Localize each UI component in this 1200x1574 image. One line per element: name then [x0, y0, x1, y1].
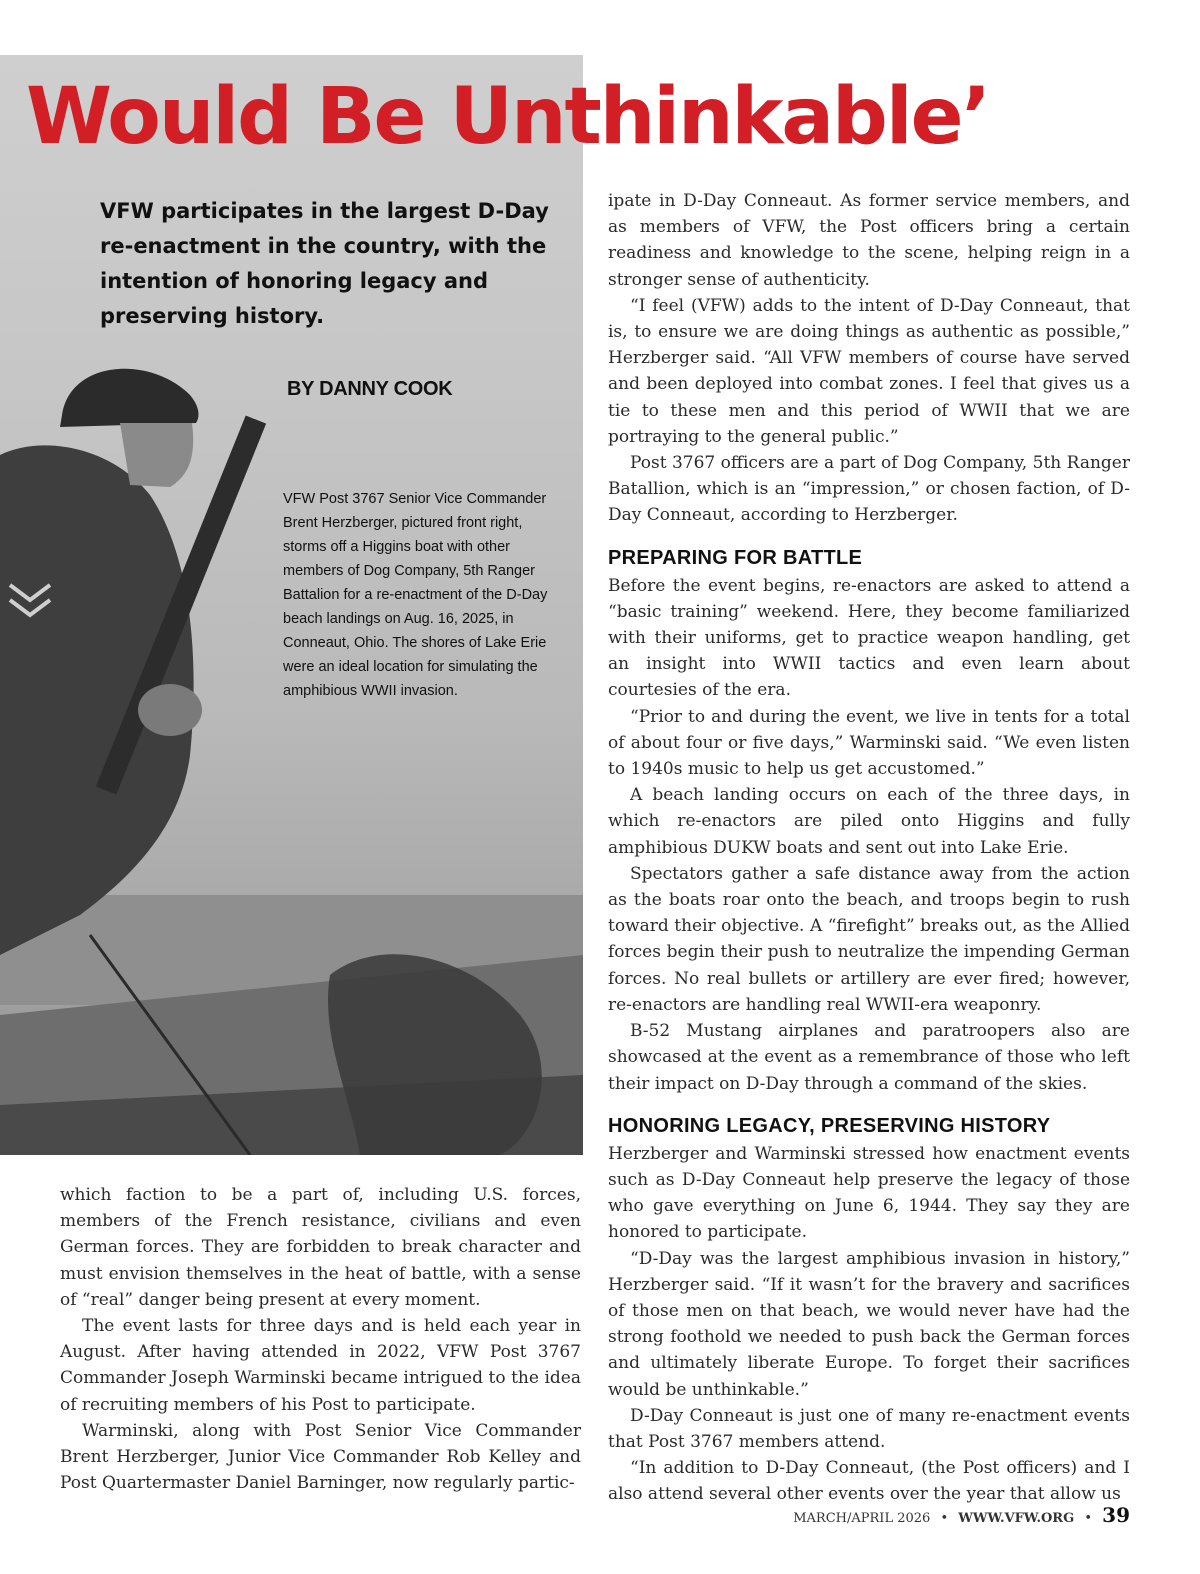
section-heading-honoring: HONORING LEGACY, PRESERVING HISTORY [608, 1114, 1051, 1137]
right-paragraph: “Prior to and during the event, we live in tents for a total of about four or five days,” Warminski said. “We even listen to 1940s music to help us get accustomed.” [608, 706, 1130, 780]
right-paragraph: ipate in D-Day Conneaut. As former service members, and as members of VFW, the Post officers bring a certain readiness and knowledge to the scene, helping reign in a stronger sense of authenticity. [608, 191, 1130, 290]
right-paragraph: B-52 Mustang airplanes and paratroopers also are showcased at the event as a remembrance of those who left their impact on D-Day through a command of the skies. [608, 1021, 1130, 1094]
left-paragraph: Warminski, along with Post Senior Vice Commander Brent Herzberger, Junior Vice Commander Rob Kelley and Post Quartermaster Daniel Barninger, now regularly partic- [60, 1420, 581, 1494]
left-paragraph: which faction to be a part of, including U.S. forces, members of the French resistance, civilians and even German forces. They are forbidden to break character and must envision themselves in the heat of battle, with a sense of “real” danger being present at every moment. [60, 1185, 581, 1310]
right-paragraph: Herzberger and Warminski stressed how enactment events such as D-Day Conneaut help preserve the legacy of those who gave everything on June 6, 1944. They say they are honored to participate. [608, 1143, 1130, 1243]
photo-face [120, 423, 193, 487]
right-column [608, 188, 1130, 1508]
right-paragraph: “D-Day was the largest amphibious invasion in history,” Herzberger said. “If it wasn’t for the bravery and sacrifices of those men on that beach, we would never have had the strong foothold we needed to push back the German forces and ultimately liberate Europe. To forget their sacrifices would be unthinkable.” [608, 1248, 1130, 1400]
right-paragraph: Post 3767 officers are a part of Dog Company, 5th Ranger Batallion, which is an “impression,” or chosen faction, of D-Day Conneaut, according to Herzberger. [608, 453, 1130, 526]
footer-separator: • [940, 1511, 949, 1526]
byline: BY DANNY COOK [287, 378, 453, 400]
deck: VFW participates in the largest D-Day re-enactment in the country, with the intention of honoring legacy and preserving history. [100, 199, 549, 328]
right-paragraph: A beach landing occurs on each of the three days, in which re-enactors are piled onto Higgins and fully amphibious DUKW boats and sent out into Lake Erie. [608, 785, 1130, 858]
footer-separator: • [1084, 1511, 1093, 1526]
page-footer [793, 1503, 1130, 1527]
photo-helmet [60, 369, 198, 427]
footer-site: WWW.VFW.ORG [958, 1511, 1075, 1526]
section-heading-preparing: PREPARING FOR BATTLE [608, 546, 863, 569]
right-paragraph: Spectators gather a safe distance away from the action as the boats roar onto the beach, and troops begin to rush toward their objective. A “firefight” breaks out, as the Allied forces begin their push to neutralize the impending German forces. No real bullets or artillery are ever fired; however, re-enactors are handling real WWII-era weaponry. [608, 863, 1130, 1015]
right-paragraph: D-Day Conneaut is just one of many re-enactment events that Post 3767 members attend. [608, 1405, 1130, 1452]
headline: Would Be Unthinkable’ [26, 72, 990, 162]
left-paragraph: The event lasts for three days and is held each year in August. After having attended in 2022, VFW Post 3767 Commander Joseph Warminski became intrigued to the idea of recruiting members of his Post to participate. [60, 1316, 581, 1415]
right-paragraph: Before the event begins, re-enactors are asked to attend a “basic training” weekend. Here, they become familiarized with their uniforms, get to practice weapon handling, get an insight into WWII tactics and even learn about courtesies of the era. [608, 575, 1130, 701]
left-column [60, 1182, 581, 1496]
page-number: 39 [1102, 1503, 1130, 1527]
right-paragraph: “In addition to D-Day Conneaut, (the Post officers) and I also attend several other events over the year that allow us [608, 1458, 1130, 1505]
photo-caption: VFW Post 3767 Senior Vice Commander Brent Herzberger, pictured front right, storms off a Higgins boat with other members of Dog Company, 5th Ranger Battalion for a re-enactment of the D-Day beach landings on Aug. 16, 2025, in Conneaut, Ohio. The shores of Lake Erie were an ideal location for simulating the amphibious WWII invasion. [283, 491, 548, 699]
footer-issue: MARCH/APRIL 2026 [793, 1511, 931, 1526]
photo-hand [138, 684, 202, 736]
right-paragraph: “I feel (VFW) adds to the intent of D-Day Conneaut, that is, to ensure we are doing things as authentic as possible,” Herzberger said. “All VFW members of course have served and been deployed into combat zones. I feel that gives us a tie to these men and this period of WWII that we are portraying to the general public.” [608, 295, 1130, 447]
